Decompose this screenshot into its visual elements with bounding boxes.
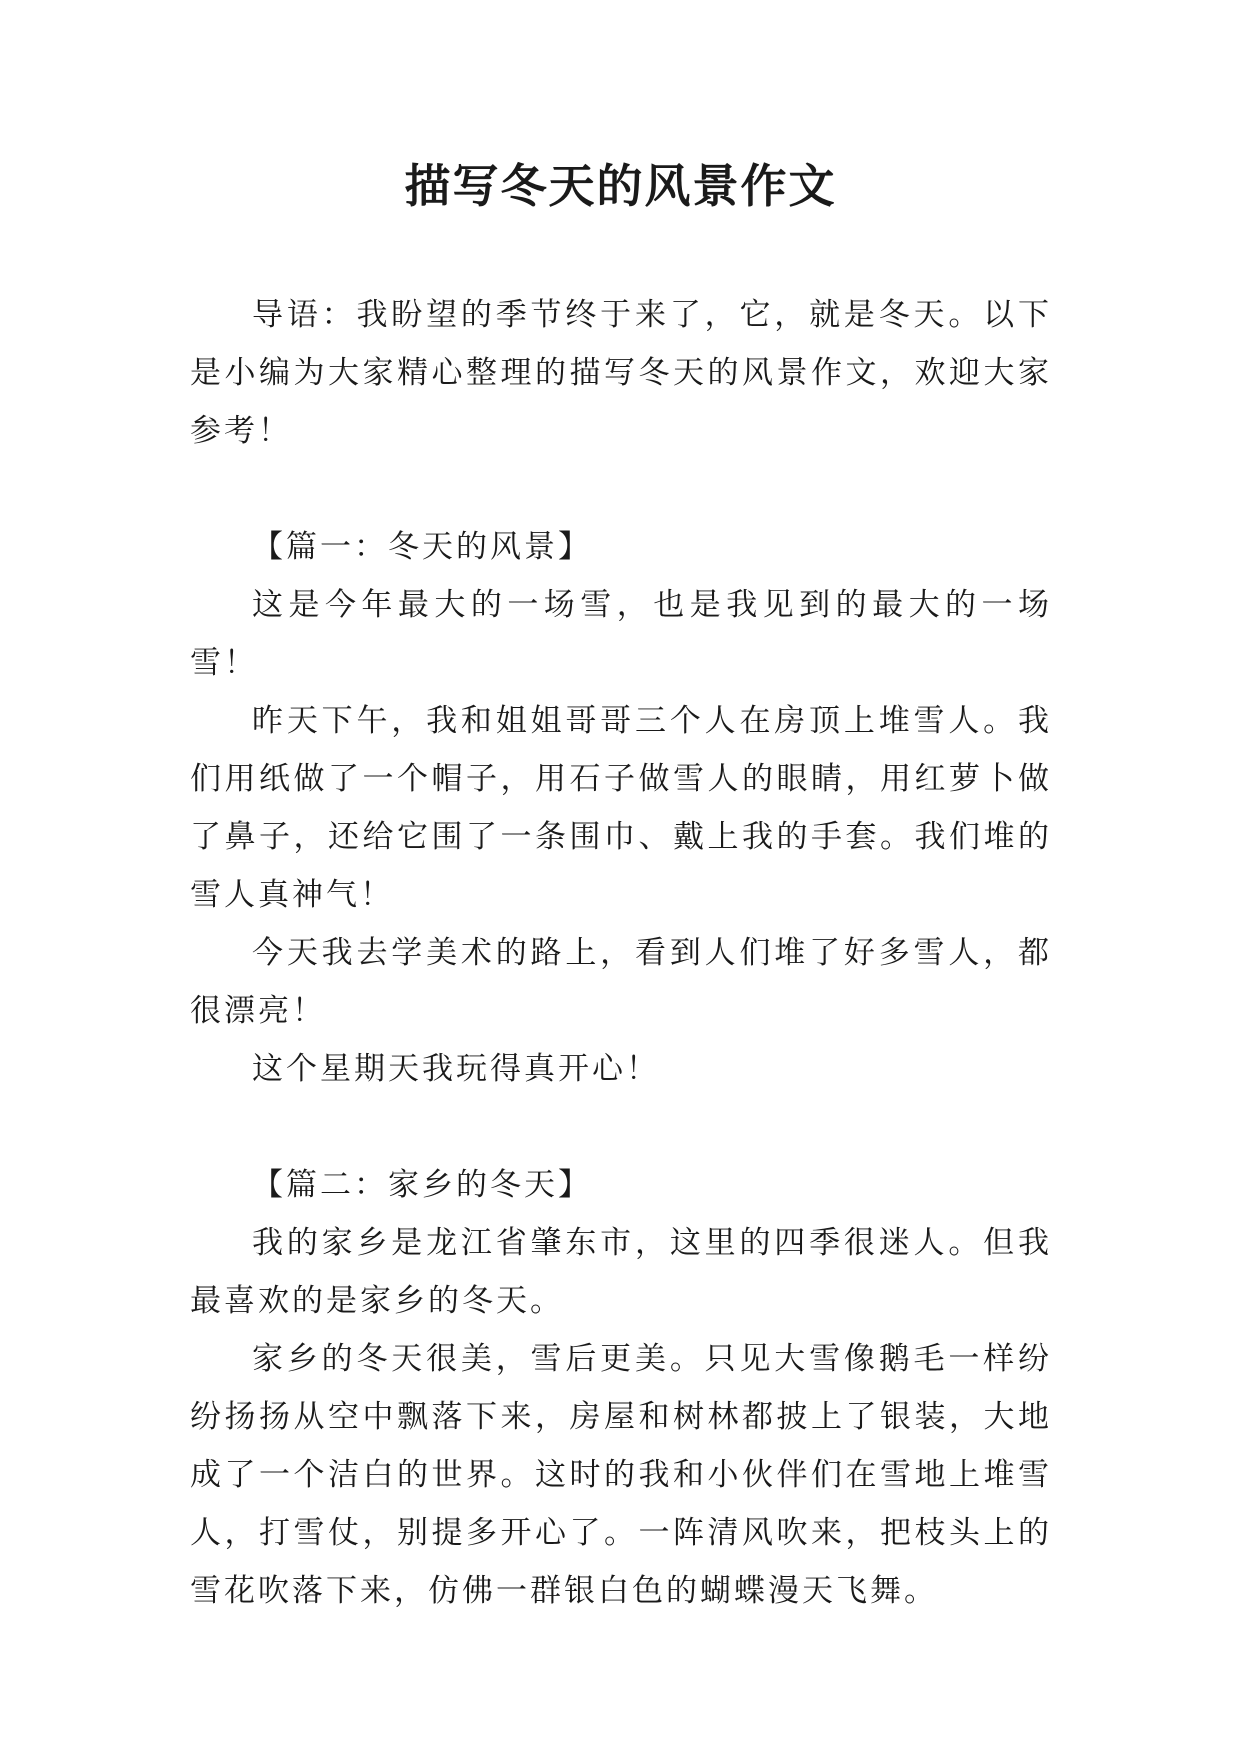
section-spacer [190,460,1052,518]
section-1-paragraph: 昨天下午，我和姐姐哥哥三个人在房顶上堆雪人。我们用纸做了一个帽子，用石子做雪人的眼睛，用红萝卜做了鼻子，还给它围了一条围巾、戴上我的手套。我们堆的雪人真神气！ [190,703,1052,913]
section-heading-1: 【篇一：冬天的风景】 [252,529,592,565]
section-1-paragraph: 这个星期天我玩得真开心！ [252,1051,660,1087]
page-title: 描写冬天的风景作文 [404,159,837,213]
section-2-paragraph: 家乡的冬天很美，雪后更美。只见大雪像鹅毛一样纷纷扬扬从空中飘落下来，房屋和树林都披上了银装，大地成了一个洁白的世界。这时的我和小伙伴们在雪地上堆雪人，打雪仗，别提多开心了。一阵清风吹来，把枝头上的雪花吹落下来，仿佛一群银白色的蝴蝶漫天飞舞。 [190,1341,1052,1609]
section-1-paragraph: 今天我去学美术的路上，看到人们堆了好多雪人，都很漂亮！ [190,935,1052,1029]
section-heading-2: 【篇二：家乡的冬天】 [252,1167,592,1203]
intro-paragraph: 导语：我盼望的季节终于来了，它，就是冬天。以下是小编为大家精心整理的描写冬天的风景作文，欢迎大家参考！ [190,297,1052,449]
section-2-paragraph: 我的家乡是龙江省肇东市，这里的四季很迷人。但我最喜欢的是家乡的冬天。 [190,1225,1052,1319]
section-spacer [190,1098,1052,1156]
section-1-paragraph: 这是今年最大的一场雪，也是我见到的最大的一场雪！ [190,587,1052,681]
document-body [190,286,1052,1620]
